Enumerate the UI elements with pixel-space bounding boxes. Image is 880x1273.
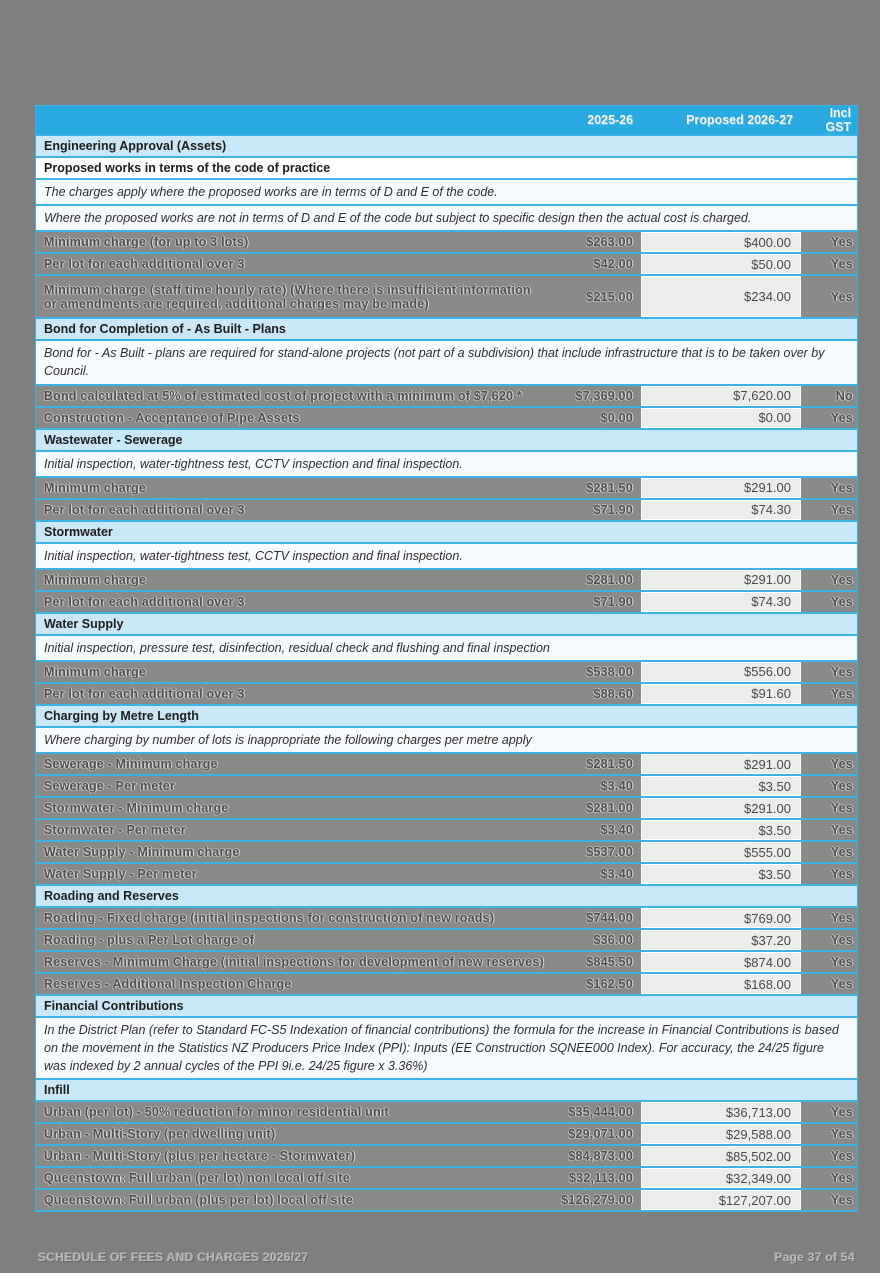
row-label: Per lot for each additional over 3: [44, 686, 245, 701]
column-header-2025-26: 2025-26: [587, 113, 633, 127]
value-incl-gst: Yes: [830, 1193, 853, 1208]
column-header-proposed-2026-27: Proposed 2026-27: [686, 113, 793, 127]
value-proposed-2026-27: $555.00: [641, 842, 801, 862]
value-proposed-2026-27: $3.50: [641, 776, 801, 796]
value-2025-26: $71.90: [593, 502, 633, 517]
section-row: [36, 1080, 857, 1102]
row-label: Minimum charge: [44, 572, 147, 587]
row-label: Stormwater: [44, 524, 113, 539]
data-row: [36, 478, 857, 500]
value-proposed-2026-27: $32,349.00: [641, 1168, 801, 1188]
value-2025-26: $3.40: [600, 867, 633, 881]
value-incl-gst: Yes: [830, 502, 853, 517]
value-2025-26: $88.60: [593, 686, 633, 701]
value-2025-26: $281.50: [586, 480, 633, 495]
value-incl-gst: Yes: [830, 977, 853, 991]
column-header-incl-gst: Incl GST: [825, 106, 851, 134]
data-row: [36, 1146, 857, 1168]
row-label: Water Supply - Per meter: [44, 867, 197, 881]
data-row: [36, 908, 857, 930]
value-2025-26: $3.40: [600, 823, 633, 837]
value-2025-26: $71.90: [593, 594, 633, 609]
value-proposed-2026-27: $0.00: [641, 408, 801, 428]
row-label: Minimum charge: [44, 480, 147, 495]
value-2025-26: $42.00: [593, 257, 633, 272]
value-proposed-2026-27: $291.00: [641, 478, 801, 498]
value-2025-26: $538.00: [586, 664, 633, 679]
section-row: [36, 886, 857, 908]
value-proposed-2026-27: $291.00: [641, 754, 801, 774]
value-proposed-2026-27: $3.50: [641, 820, 801, 840]
value-proposed-2026-27: $168.00: [641, 974, 801, 994]
value-incl-gst: Yes: [830, 410, 853, 425]
value-2025-26: $845.50: [586, 955, 633, 969]
row-label: Initial inspection, water-tightness test, CCTV inspection and final inspection.: [44, 456, 463, 471]
row-label: Initial inspection, water-tightness test, CCTV inspection and final inspection.: [44, 548, 463, 563]
value-incl-gst: Yes: [830, 686, 853, 701]
value-2025-26: $3.40: [600, 779, 633, 793]
value-2025-26: $84,873.00: [568, 1149, 633, 1164]
footer-page-number: Page 37 of 54: [774, 1250, 855, 1264]
value-proposed-2026-27: $74.30: [641, 592, 801, 612]
value-incl-gst: No: [835, 388, 853, 403]
data-row: [36, 1124, 857, 1146]
value-incl-gst: Yes: [830, 480, 853, 495]
row-label: Where the proposed works are not in terms of D and E of the code but subject to specific design then the actual cost is charged.: [44, 211, 752, 226]
italic-row: [36, 1018, 857, 1080]
section-row: [36, 136, 857, 158]
bold-row: [36, 158, 857, 180]
data-row: [36, 276, 857, 319]
data-row: [36, 684, 857, 706]
row-label: Per lot for each additional over 3: [44, 257, 245, 272]
value-incl-gst: Yes: [830, 572, 853, 587]
row-label: Minimum charge: [44, 664, 147, 679]
value-proposed-2026-27: $50.00: [641, 254, 801, 274]
value-incl-gst: Yes: [830, 933, 853, 947]
value-incl-gst: Yes: [830, 257, 853, 272]
row-label: Sewerage - Per meter: [44, 779, 176, 793]
data-row: [36, 776, 857, 798]
data-row: [36, 662, 857, 684]
value-proposed-2026-27: $37.20: [641, 930, 801, 950]
table-header-row: [36, 106, 857, 136]
value-incl-gst: Yes: [830, 1149, 853, 1164]
value-2025-26: $744.00: [586, 911, 633, 925]
value-2025-26: $162.50: [586, 977, 633, 991]
section-row: [36, 996, 857, 1018]
row-label: Where charging by number of lots is inappropriate the following charges per metre apply: [44, 732, 532, 747]
data-row: [36, 1168, 857, 1190]
value-incl-gst: Yes: [830, 1105, 853, 1120]
italic-row: [36, 206, 857, 232]
data-row: [36, 930, 857, 952]
value-proposed-2026-27: $234.00: [641, 276, 801, 317]
value-incl-gst: Yes: [830, 757, 853, 771]
section-row: [36, 430, 857, 452]
data-row: [36, 820, 857, 842]
data-row: [36, 254, 857, 276]
row-label: Urban (per lot) - 50% reduction for minor residential unit: [44, 1105, 389, 1120]
section-row: [36, 522, 857, 544]
value-2025-26: $32,113.00: [569, 1171, 633, 1186]
row-label: Minimum charge (for up to 3 lots): [44, 235, 249, 250]
value-proposed-2026-27: $36,713.00: [641, 1102, 801, 1122]
row-label: Queenstown: Full urban (per lot) non local off site: [44, 1171, 351, 1186]
value-2025-26: $281.00: [586, 801, 633, 815]
value-proposed-2026-27: $291.00: [641, 798, 801, 818]
value-proposed-2026-27: $291.00: [641, 570, 801, 590]
data-row: [36, 570, 857, 592]
value-2025-26: $537.00: [586, 845, 633, 859]
row-label: Roading - Fixed charge (initial inspections for construction of new roads): [44, 911, 495, 925]
data-row: [36, 864, 857, 886]
value-proposed-2026-27: $874.00: [641, 952, 801, 972]
value-incl-gst: Yes: [830, 289, 853, 304]
value-2025-26: $215.00: [586, 289, 633, 304]
row-label: Water Supply - Minimum charge: [44, 845, 240, 859]
italic-row: [36, 341, 857, 385]
fees-table: [35, 105, 858, 1212]
value-2025-26: $29,071.00: [568, 1127, 633, 1142]
value-incl-gst: Yes: [830, 823, 853, 837]
row-label: Stormwater - Per meter: [44, 823, 186, 837]
value-incl-gst: Yes: [830, 1127, 853, 1142]
row-label: Engineering Approval (Assets): [44, 139, 227, 153]
value-proposed-2026-27: $769.00: [641, 908, 801, 928]
value-proposed-2026-27: $3.50: [641, 864, 801, 884]
row-label: Bond for - As Built - plans are required for stand-alone projects (not part of a subdivision) that include infrastructure that is to be taken over by Council.: [44, 346, 825, 379]
row-label: In the District Plan (refer to Standard FC-S5 Indexation of financial contributions) the formula for the increase in Financial Contributions is based on the movement in the Statistics NZ Producers Price Index (PPI): Inputs (EE Construction SQNEE000 Index). For accuracy, the 24/25 figure was indexed by 2 annual cycles of the PPI 9i.e. 24/25 figure x 3.36%): [44, 1023, 839, 1074]
row-label: Roading and Reserves: [44, 889, 179, 903]
data-row: [36, 1190, 857, 1212]
row-label: Urban - Multi-Story (per dwelling unit): [44, 1127, 276, 1142]
value-incl-gst: Yes: [830, 845, 853, 859]
row-label: Reserves - Additional Inspection Charge: [44, 977, 292, 991]
section-row: [36, 614, 857, 636]
value-proposed-2026-27: $556.00: [641, 662, 801, 682]
row-label: Reserves - Minimum Charge (initial inspections for development of new reserves): [44, 955, 544, 969]
data-row: [36, 754, 857, 776]
row-label: Stormwater - Minimum charge: [44, 801, 229, 815]
row-label: Construction - Acceptance of Pipe Assets: [44, 410, 300, 425]
italic-row: [36, 544, 857, 570]
value-proposed-2026-27: $91.60: [641, 684, 801, 704]
value-incl-gst: Yes: [830, 664, 853, 679]
value-2025-26: $281.50: [586, 757, 633, 771]
value-proposed-2026-27: $29,588.00: [641, 1124, 801, 1144]
page-footer: [0, 1250, 880, 1264]
value-incl-gst: Yes: [830, 594, 853, 609]
row-label: Urban - Multi-Story (plus per hectare - Stormwater): [44, 1149, 355, 1164]
italic-row: [36, 636, 857, 662]
value-2025-26: $281.00: [586, 572, 633, 587]
data-row: [36, 408, 857, 430]
data-row: [36, 798, 857, 820]
row-label: Wastewater - Sewerage: [44, 432, 183, 447]
data-row: [36, 232, 857, 254]
row-label: Charging by Metre Length: [44, 708, 199, 723]
row-label: Bond calculated at 5% of estimated cost of project with a minimum of $7,620 *: [44, 388, 523, 403]
value-incl-gst: Yes: [830, 1171, 853, 1186]
value-2025-26: $7,369.00: [575, 388, 633, 403]
italic-row: [36, 180, 857, 206]
value-2025-26: $35,444.00: [568, 1105, 633, 1120]
section-row: [36, 319, 857, 341]
data-row: [36, 1102, 857, 1124]
value-proposed-2026-27: $400.00: [641, 232, 801, 252]
italic-row: [36, 728, 857, 754]
value-2025-26: $36.00: [593, 933, 633, 947]
italic-row: [36, 452, 857, 478]
value-proposed-2026-27: $74.30: [641, 500, 801, 520]
data-row: [36, 952, 857, 974]
data-row: [36, 386, 857, 408]
row-label: Infill: [44, 1083, 70, 1098]
value-proposed-2026-27: $7,620.00: [641, 386, 801, 406]
footer-document-title: SCHEDULE OF FEES AND CHARGES 2026/27: [38, 1250, 309, 1264]
value-proposed-2026-27: $85,502.00: [641, 1146, 801, 1166]
row-label: Queenstown: Full urban (plus per lot) local off site: [44, 1193, 354, 1208]
data-row: [36, 974, 857, 996]
value-incl-gst: Yes: [830, 955, 853, 969]
data-row: [36, 500, 857, 522]
data-row: [36, 842, 857, 864]
row-label: Roading - plus a Per Lot charge of: [44, 933, 255, 947]
value-2025-26: $0.00: [600, 410, 633, 425]
table-body: [36, 136, 857, 1212]
row-label: Per lot for each additional over 3: [44, 594, 245, 609]
row-label: Water Supply: [44, 616, 124, 631]
value-incl-gst: Yes: [830, 911, 853, 925]
value-incl-gst: Yes: [830, 779, 853, 793]
row-label: Sewerage - Minimum charge: [44, 757, 218, 771]
row-label: The charges apply where the proposed works are in terms of D and E of the code.: [44, 185, 498, 199]
row-label: Initial inspection, pressure test, disinfection, residual check and flushing and final inspection: [44, 640, 550, 655]
data-row: [36, 592, 857, 614]
row-label: Financial Contributions: [44, 999, 184, 1013]
section-row: [36, 706, 857, 728]
value-incl-gst: Yes: [830, 235, 853, 250]
value-incl-gst: Yes: [830, 801, 853, 815]
row-label: Bond for Completion of - As Built - Plans: [44, 322, 286, 337]
value-incl-gst: Yes: [830, 867, 853, 881]
row-label: Proposed works in terms of the code of practice: [44, 161, 331, 175]
row-label: Per lot for each additional over 3: [44, 502, 245, 517]
value-proposed-2026-27: $127,207.00: [641, 1190, 801, 1210]
value-2025-26: $263.00: [586, 235, 633, 250]
value-2025-26: $126,279.00: [561, 1193, 633, 1208]
row-label: Minimum charge (staff time hourly rate) (Where there is insufficient information or amendments are required, additional charges may be made): [44, 282, 531, 311]
